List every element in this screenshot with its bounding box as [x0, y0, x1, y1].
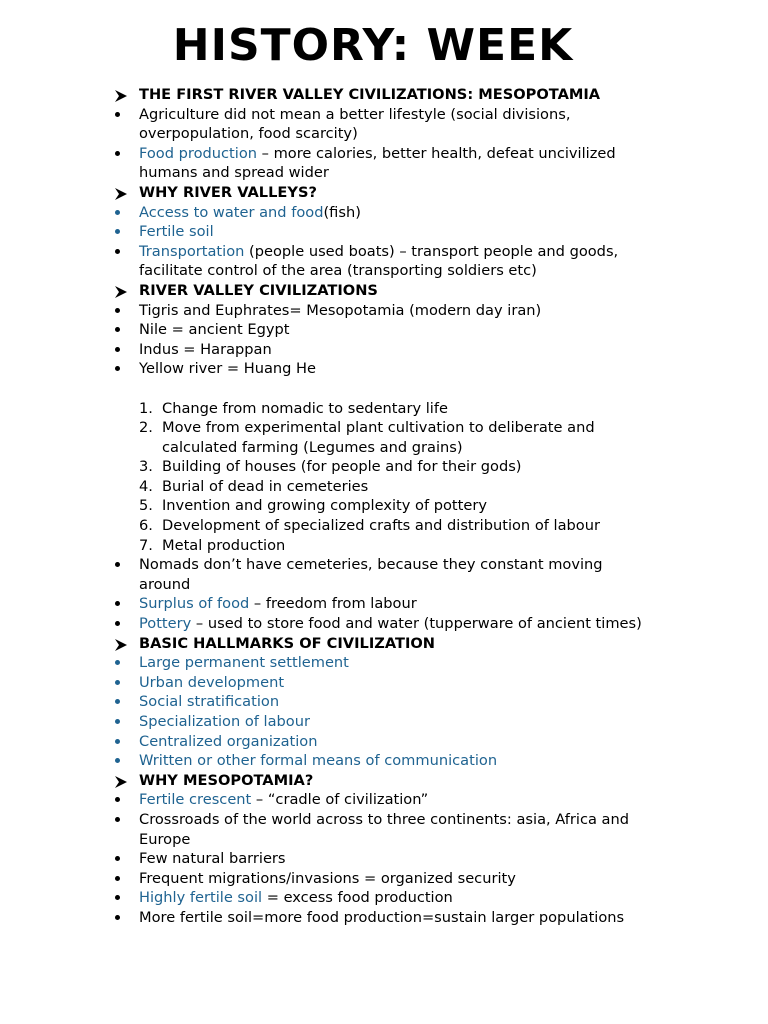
bullet-icon	[115, 249, 120, 254]
bullet-icon	[115, 347, 120, 352]
list-item: Crossroads of the world across to three continents: asia, Africa and	[0, 810, 768, 830]
list-item: Indus = Harappan	[0, 340, 768, 360]
list-item: More fertile soil=more food production=sustain larger populations	[0, 908, 768, 928]
bullet-icon	[115, 562, 120, 567]
numbered-item: 6. Development of specialized crafts and distribution of labour	[139, 517, 600, 535]
bullet-icon	[115, 621, 120, 626]
bullet-icon	[115, 660, 120, 665]
bullet-icon	[115, 719, 120, 724]
arrow-bullet-icon	[114, 776, 128, 788]
list-item-continuation: facilitate control of the area (transporting soldiers etc)	[139, 262, 537, 280]
section-heading-mesopotamia: THE FIRST RIVER VALLEY CIVILIZATIONS: MESOPOTAMIA	[0, 85, 768, 105]
list-item: Centralized organization	[0, 732, 768, 752]
document-body	[0, 85, 768, 928]
bullet-icon	[115, 797, 120, 802]
numbered-item: 2. Move from experimental plant cultivation to deliberate and	[139, 419, 595, 437]
numbered-item: 1. Change from nomadic to sedentary life	[139, 399, 448, 417]
bullet-icon	[115, 856, 120, 861]
bullet-icon	[115, 758, 120, 763]
arrow-bullet-icon	[114, 188, 128, 200]
list-item: Food production – more calories, better health, defeat uncivilized	[0, 144, 768, 164]
list-item: Fertile crescent – “cradle of civilization”	[0, 790, 768, 810]
list-item: Written or other formal means of communication	[0, 751, 768, 771]
list-item: Access to water and food(fish)	[0, 203, 768, 223]
bullet-icon	[115, 699, 120, 704]
bullet-icon	[115, 817, 120, 822]
page-title: HISTORY: WEEK	[172, 20, 574, 71]
list-item: Surplus of food – freedom from labour	[0, 594, 768, 614]
list-item: Tigris and Euphrates= Mesopotamia (modern day iran)	[0, 301, 768, 321]
bullet-icon	[115, 308, 120, 313]
list-item: Yellow river = Huang He	[0, 359, 768, 379]
list-item: Urban development	[0, 673, 768, 693]
list-item: Nile = ancient Egypt	[0, 320, 768, 340]
blank-line	[0, 379, 768, 399]
bullet-icon	[115, 366, 120, 371]
bullet-icon	[115, 895, 120, 900]
arrow-bullet-icon	[114, 90, 128, 102]
numbered-item: 3. Building of houses (for people and for their gods)	[139, 458, 522, 476]
bullet-icon	[115, 915, 120, 920]
bullet-icon	[115, 739, 120, 744]
list-item: Nomads don’t have cemeteries, because they constant moving	[0, 555, 768, 575]
list-item: Few natural barriers	[0, 849, 768, 869]
bullet-icon	[115, 876, 120, 881]
list-item-continuation: Europe	[139, 830, 191, 848]
numbered-item: 4. Burial of dead in cemeteries	[139, 477, 369, 495]
bullet-icon	[115, 229, 120, 234]
bullet-icon	[115, 680, 120, 685]
list-item: Agriculture did not mean a better lifestyle (social divisions,	[0, 105, 768, 125]
numbered-item: 5. Invention and growing complexity of pottery	[139, 497, 487, 515]
section-heading-why-mesopotamia: WHY MESOPOTAMIA?	[0, 771, 768, 791]
bullet-icon	[115, 112, 120, 117]
list-item-continuation: around	[139, 575, 191, 593]
list-item: Transportation (people used boats) – transport people and goods,	[0, 242, 768, 262]
section-heading-river-valley-civilizations: RIVER VALLEY CIVILIZATIONS	[0, 281, 768, 301]
section-heading-why-river-valleys: WHY RIVER VALLEYS?	[0, 183, 768, 203]
numbered-item: 7. Metal production	[139, 536, 286, 554]
bullet-icon	[115, 601, 120, 606]
list-item: Fertile soil	[0, 222, 768, 242]
list-item: Social stratification	[0, 692, 768, 712]
arrow-bullet-icon	[114, 639, 128, 651]
arrow-bullet-icon	[114, 286, 128, 298]
section-heading-hallmarks: BASIC HALLMARKS OF CIVILIZATION	[0, 634, 768, 654]
numbered-item-continuation: calculated farming (Legumes and grains)	[162, 438, 463, 456]
list-item: Frequent migrations/invasions = organized security	[0, 869, 768, 889]
bullet-icon	[115, 151, 120, 156]
bullet-icon	[115, 327, 120, 332]
list-item: Specialization of labour	[0, 712, 768, 732]
list-item: Large permanent settlement	[0, 653, 768, 673]
list-item: Pottery – used to store food and water (tupperware of ancient times)	[0, 614, 768, 634]
list-item: Highly fertile soil = excess food production	[0, 888, 768, 908]
list-item-continuation: humans and spread wider	[139, 164, 329, 182]
bullet-icon	[115, 210, 120, 215]
list-item-continuation: overpopulation, food scarcity)	[139, 125, 358, 143]
